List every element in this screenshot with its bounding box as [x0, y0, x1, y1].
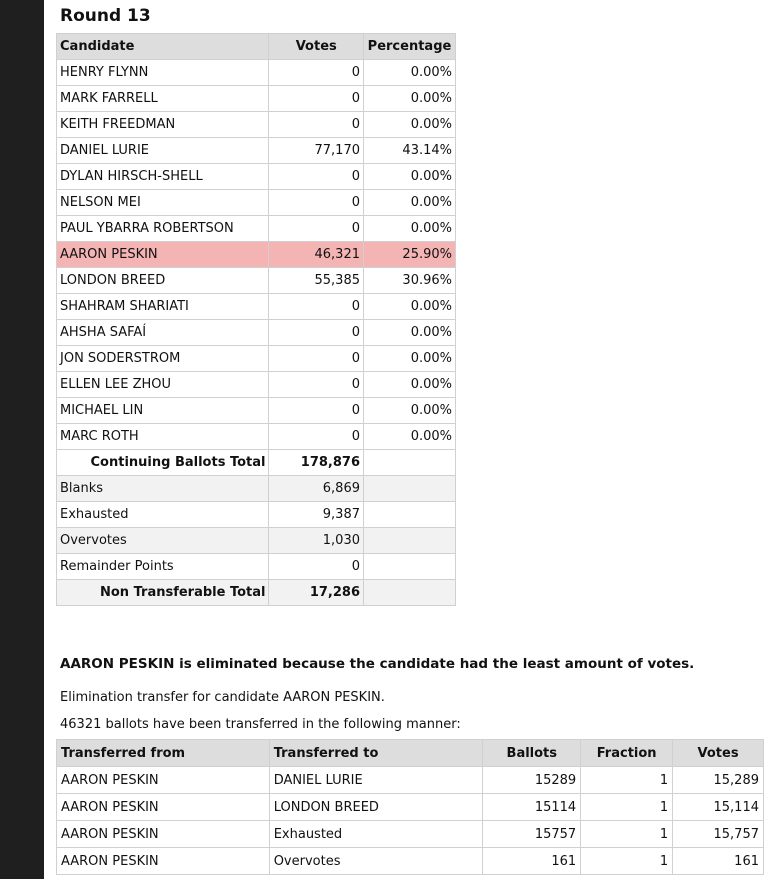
transfer-ballots: 161 [483, 848, 581, 875]
candidate-name: DYLAN HIRSCH-SHELL [57, 164, 269, 190]
transferred-from: AARON PESKIN [57, 794, 270, 821]
candidate-name: KEITH FREEDMAN [57, 112, 269, 138]
non-transferable-row [57, 502, 456, 528]
empty-cell [364, 502, 456, 528]
header-transferred-to: Transferred to [269, 740, 483, 767]
transfer-fraction: 1 [581, 794, 673, 821]
candidate-percentage: 0.00% [364, 320, 456, 346]
candidate-name: AARON PESKIN [57, 242, 269, 268]
non-transferable-value: 0 [269, 554, 364, 580]
transfer-fraction: 1 [581, 767, 673, 794]
candidate-votes: 0 [269, 398, 364, 424]
candidate-votes: 46,321 [269, 242, 364, 268]
non-transferable-label: Blanks [57, 476, 269, 502]
transferred-from: AARON PESKIN [57, 848, 270, 875]
empty-cell [364, 450, 456, 476]
continuing-total-value: 178,876 [269, 450, 364, 476]
candidate-percentage: 0.00% [364, 398, 456, 424]
candidate-name: SHAHRAM SHARIATI [57, 294, 269, 320]
candidate-row [57, 138, 456, 164]
header-fraction: Fraction [581, 740, 673, 767]
candidate-votes: 0 [269, 190, 364, 216]
candidate-row [57, 320, 456, 346]
transfer-fraction: 1 [581, 821, 673, 848]
candidate-votes: 0 [269, 86, 364, 112]
candidate-row [57, 372, 456, 398]
candidate-percentage: 0.00% [364, 294, 456, 320]
non-transferable-label: Exhausted [57, 502, 269, 528]
empty-cell [364, 580, 456, 606]
transferred-from: AARON PESKIN [57, 821, 270, 848]
header-percentage: Percentage [364, 34, 456, 60]
candidate-name: JON SODERSTROM [57, 346, 269, 372]
non-transferable-total-label: Non Transferable Total [57, 580, 269, 606]
transfer-row [57, 821, 764, 848]
candidate-percentage: 0.00% [364, 424, 456, 450]
candidate-votes: 0 [269, 60, 364, 86]
candidate-name: AHSHA SAFAÍ [57, 320, 269, 346]
candidate-row-eliminated [57, 242, 456, 268]
non-transferable-label: Remainder Points [57, 554, 269, 580]
candidate-name: DANIEL LURIE [57, 138, 269, 164]
transfer-ballots: 15114 [483, 794, 581, 821]
candidate-row [57, 268, 456, 294]
transfer-header-row [57, 740, 764, 767]
totals-rows [57, 450, 456, 476]
candidate-percentage: 0.00% [364, 60, 456, 86]
transfer-table [56, 739, 764, 875]
candidate-votes: 0 [269, 216, 364, 242]
candidate-row [57, 216, 456, 242]
transfer-note-count: 46321 ballots have been transferred in the following manner: [60, 717, 461, 732]
candidate-votes: 0 [269, 294, 364, 320]
transferred-to: DANIEL LURIE [269, 767, 483, 794]
candidate-percentage: 0.00% [364, 346, 456, 372]
empty-cell [364, 476, 456, 502]
header-candidate: Candidate [57, 34, 269, 60]
candidate-name: MARK FARRELL [57, 86, 269, 112]
candidate-percentage: 0.00% [364, 112, 456, 138]
left-dark-border [0, 0, 44, 879]
candidate-name: MICHAEL LIN [57, 398, 269, 424]
transfer-votes: 15,757 [673, 821, 764, 848]
candidate-row [57, 112, 456, 138]
transfer-votes: 15,289 [673, 767, 764, 794]
non-transferable-rows [57, 476, 456, 580]
elimination-title: AARON PESKIN is eliminated because the candidate had the least amount of votes. [60, 656, 695, 672]
non-transferable-row [57, 476, 456, 502]
candidate-row [57, 190, 456, 216]
non-transferable-label: Overvotes [57, 528, 269, 554]
transferred-to: LONDON BREED [269, 794, 483, 821]
transfer-row [57, 848, 764, 875]
continuing-total-row [57, 450, 456, 476]
candidate-row [57, 164, 456, 190]
candidate-percentage: 43.14% [364, 138, 456, 164]
round-results-table [56, 33, 456, 606]
transfer-fraction: 1 [581, 848, 673, 875]
candidate-name: ELLEN LEE ZHOU [57, 372, 269, 398]
transfer-note-candidate: Elimination transfer for candidate AARON PESKIN. [60, 690, 385, 705]
transfer-row [57, 767, 764, 794]
transfer-rows [57, 767, 764, 875]
non-transferable-value: 6,869 [269, 476, 364, 502]
candidate-row [57, 60, 456, 86]
candidate-percentage: 25.90% [364, 242, 456, 268]
transferred-to: Overvotes [269, 848, 483, 875]
candidate-row [57, 86, 456, 112]
candidate-name: NELSON MEI [57, 190, 269, 216]
candidate-name: LONDON BREED [57, 268, 269, 294]
header-votes: Votes [269, 34, 364, 60]
candidate-row [57, 346, 456, 372]
candidate-votes: 55,385 [269, 268, 364, 294]
candidate-percentage: 0.00% [364, 190, 456, 216]
continuing-total-label: Continuing Ballots Total [57, 450, 269, 476]
candidate-votes: 0 [269, 424, 364, 450]
candidate-votes: 0 [269, 320, 364, 346]
candidate-votes: 0 [269, 164, 364, 190]
candidate-row [57, 398, 456, 424]
transferred-from: AARON PESKIN [57, 767, 270, 794]
header-transferred-from: Transferred from [57, 740, 270, 767]
header-ballots: Ballots [483, 740, 581, 767]
empty-cell [364, 528, 456, 554]
candidate-percentage: 30.96% [364, 268, 456, 294]
non-transferable-value: 1,030 [269, 528, 364, 554]
candidate-name: PAUL YBARRA ROBERTSON [57, 216, 269, 242]
transfer-votes: 161 [673, 848, 764, 875]
non-transferable-total [57, 580, 456, 606]
candidate-row [57, 424, 456, 450]
non-transferable-row [57, 528, 456, 554]
non-transferable-total-row [57, 580, 456, 606]
empty-cell [364, 554, 456, 580]
candidate-row [57, 294, 456, 320]
round-title: Round 13 [60, 6, 151, 26]
transfer-votes: 15,114 [673, 794, 764, 821]
candidate-name: MARC ROTH [57, 424, 269, 450]
transfer-row [57, 794, 764, 821]
transfer-ballots: 15757 [483, 821, 581, 848]
candidate-votes: 0 [269, 112, 364, 138]
candidate-percentage: 0.00% [364, 372, 456, 398]
candidate-name: HENRY FLYNN [57, 60, 269, 86]
results-header-row [57, 34, 456, 60]
transferred-to: Exhausted [269, 821, 483, 848]
candidate-percentage: 0.00% [364, 86, 456, 112]
non-transferable-value: 9,387 [269, 502, 364, 528]
non-transferable-total-value: 17,286 [269, 580, 364, 606]
non-transferable-row [57, 554, 456, 580]
candidate-votes: 0 [269, 346, 364, 372]
header-transfer-votes: Votes [673, 740, 764, 767]
candidate-percentage: 0.00% [364, 216, 456, 242]
candidate-votes: 0 [269, 372, 364, 398]
candidate-votes: 77,170 [269, 138, 364, 164]
candidate-rows [57, 60, 456, 450]
transfer-ballots: 15289 [483, 767, 581, 794]
candidate-percentage: 0.00% [364, 164, 456, 190]
